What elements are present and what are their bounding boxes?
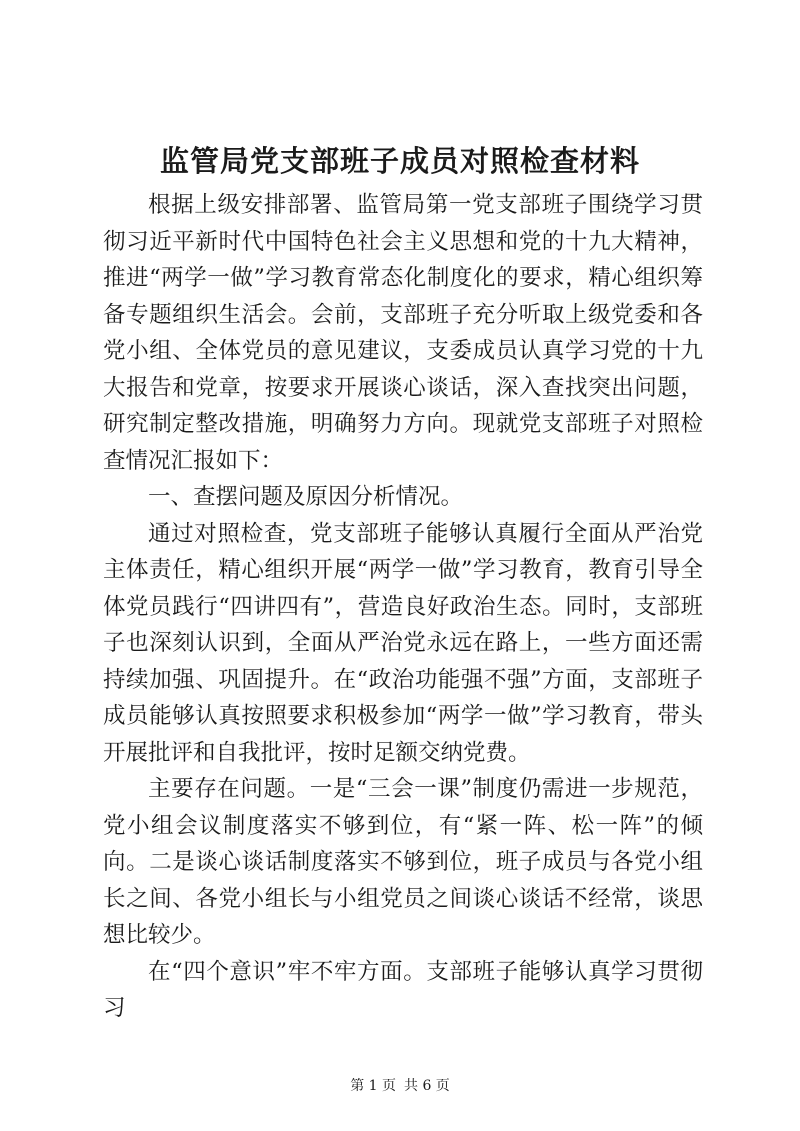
page-number: 第 1 页 <box>350 1078 396 1094</box>
paragraph-intro: 根据上级安排部署、监管局第一党支部班子围绕学习贯彻习近平新时代中国特色社会主义思想和党的十九大精神，推进“两学一做”学习教育常态化制度化的要求，精心组织筹备专题组织生活会。会前，支部班子充分听取上级党委和各党小组、全体党员的意见建议，支委成员认真学习党的十九大报告和党章，按要求开展谈心谈话，深入查找突出问题，研究制定整改措施，明确努力方向。现就党支部班子对照检查情况汇报如下： <box>103 192 703 474</box>
document-title: 监管局党支部班子成员对照检查材料 <box>159 144 640 178</box>
section-heading-1: 一、查摆问题及原因分析情况。 <box>148 484 464 510</box>
page-total: 共 6 页 <box>404 1078 450 1094</box>
paragraph-problems: 主要存在问题。一是“三会一课”制度仍需进一步规范，党小组会议制度落实不够到位，有“紧一阵、松一阵”的倾向。二是谈心谈话制度落实不够到位，班子成员与各党小组长之间、各党小组长与小组党员之间谈心谈话不经常，谈思想比较少。 <box>103 776 703 948</box>
document-body <box>103 187 703 1027</box>
paragraph-four-consciousness: 在“四个意识”牢不牢方面。支部班子能够认真学习贯彻习 <box>103 958 703 1021</box>
page-footer <box>0 1076 800 1096</box>
paragraph-review: 通过对照检查，党支部班子能够认真履行全面从严治党主体责任，精心组织开展“两学一做”学习教育，教育引导全体党员践行“四讲四有”，营造良好政治生态。同时，支部班子也深刻认识到，全面从严治党永远在路上，一些方面还需持续加强、巩固提升。在“政治功能强不强”方面，支部班子成员能够认真按照要求积极参加“两学一做”学习教育，带头开展批评和自我批评，按时足额交纳党费。 <box>103 520 703 766</box>
